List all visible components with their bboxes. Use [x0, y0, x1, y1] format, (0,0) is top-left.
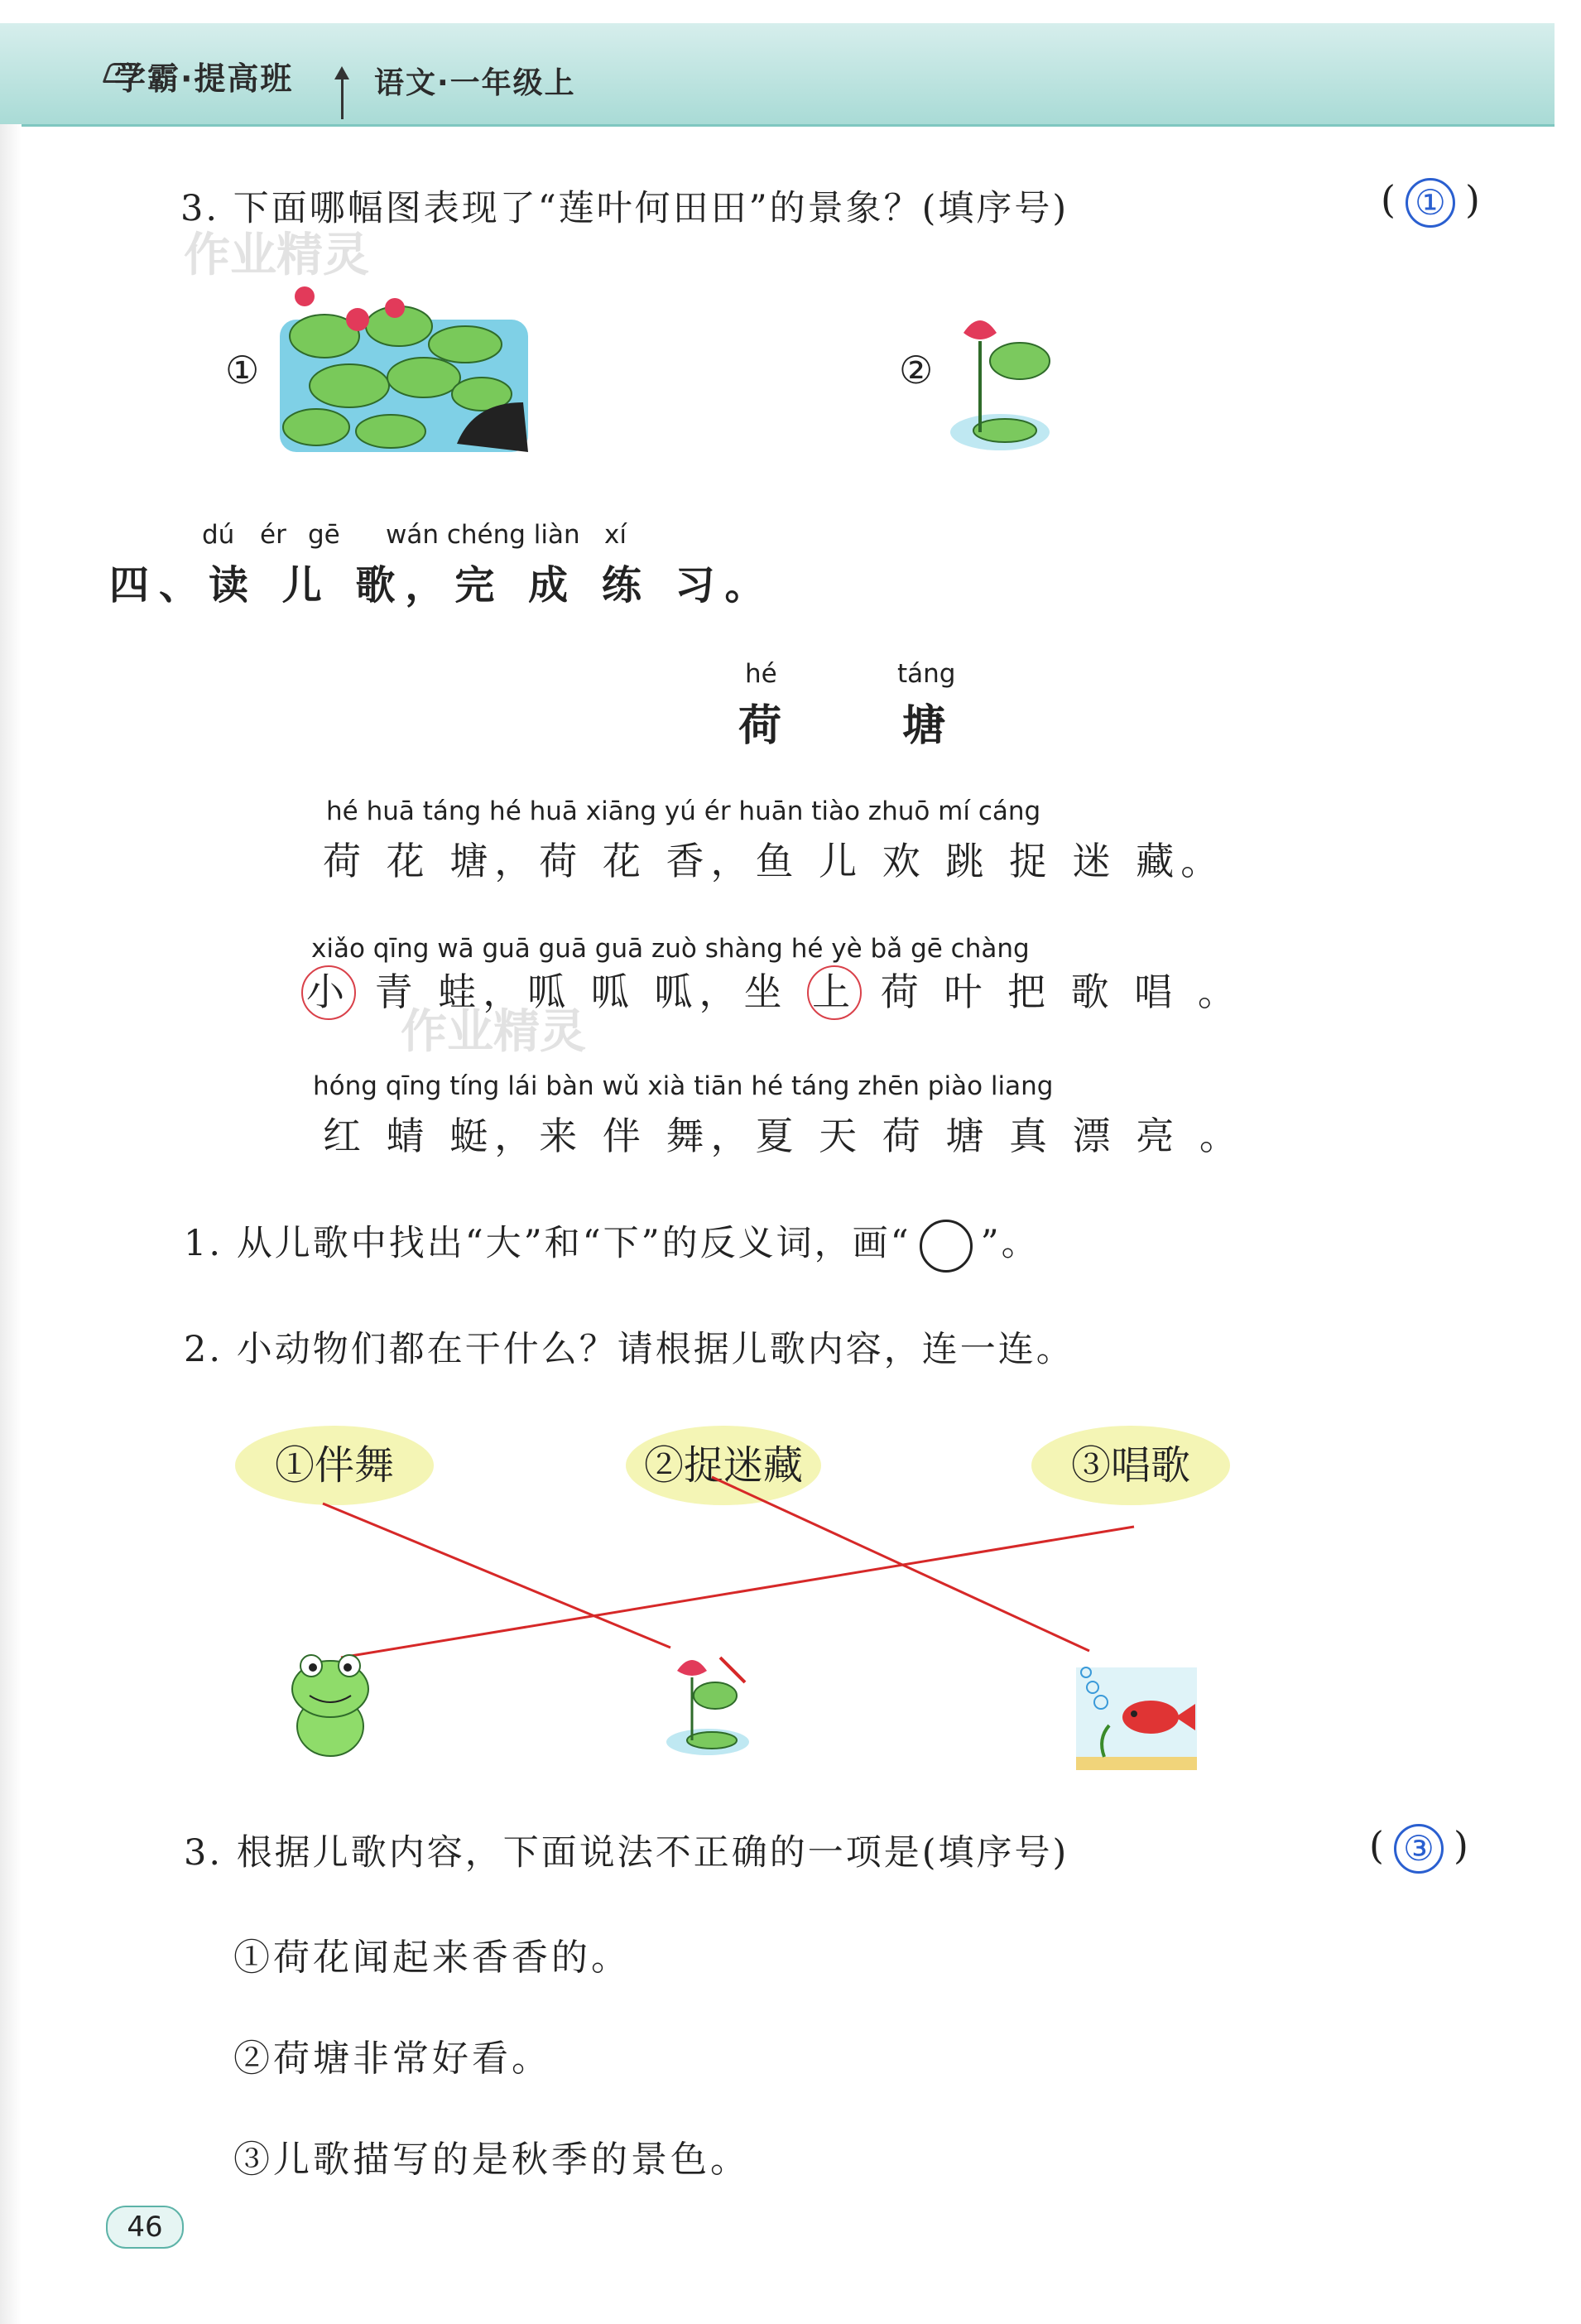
poem-title-2: 塘: [902, 700, 946, 751]
option-sing: ③唱歌: [1031, 1426, 1230, 1505]
book-brand: 学霸·提高班: [114, 60, 294, 97]
frog-picture: [285, 1648, 376, 1763]
section-4-pinyin-1: dú: [202, 520, 235, 550]
exercise-3-choice-2: ②荷塘非常好看。: [233, 2038, 551, 2080]
fish-picture: [1068, 1659, 1200, 1772]
poem-title-1: 荷: [738, 700, 782, 751]
circled-answer-small: 小: [301, 965, 356, 1020]
picture-1-label: ①: [225, 348, 260, 392]
watermark-2: 作业精灵: [401, 1005, 586, 1059]
watermark: 作业精灵: [184, 229, 369, 282]
exercise-3-answer-box: ( ③ ): [1369, 1823, 1468, 1874]
question-3-answer-box: ( ① ): [1381, 177, 1480, 228]
section-4-pinyin-5: xí: [604, 520, 627, 550]
exercise-2-text: 2. 小动物们都在干什么？请根据儿歌内容，连一连。: [184, 1329, 1074, 1370]
exercise-3-text: 3. 根据儿歌内容，下面说法不正确的一项是(填序号): [184, 1832, 1069, 1874]
question-3-text: 3. 下面哪幅图表现了“莲叶何田田”的景象？(填序号): [180, 188, 1069, 229]
section-4-title: 四、读 儿 歌，完 成 练 习。: [109, 562, 775, 609]
poem-line-3: 红 蜻 蜓，来 伴 舞，夏 天 荷 塘 真 漂 亮 。: [323, 1114, 1244, 1158]
circled-answer-up: 上: [807, 965, 862, 1020]
poem-line-1-pinyin: hé huā táng hé huā xiāng yú ér huān tiào zhuō mí cáng: [326, 796, 1041, 826]
exercise-3-answer: ③: [1394, 1824, 1444, 1874]
poem-line-1: 荷 花 塘，荷 花 香，鱼 儿 欢 跳 捉 迷 藏。: [323, 839, 1226, 883]
poem-line-2-pinyin: xiǎo qīng wā guā guā guā zuò shàng hé yè bǎ gē chàng: [311, 934, 1030, 964]
picture-2-label: ②: [899, 348, 934, 392]
option-hide-seek: ②捉迷藏: [626, 1426, 821, 1505]
exercise-3-choice-3: ③儿歌描写的是秋季的景色。: [233, 2139, 750, 2181]
book-subject: 语文·一年级上: [374, 66, 576, 100]
exercise-1-text: 1. 从儿歌中找出“大”和“下”的反义词，画“ ”。: [184, 1215, 1040, 1273]
poem-title-pinyin-2: táng: [897, 659, 956, 689]
poem-title-pinyin-1: hé: [745, 659, 777, 689]
option-dance: ①伴舞: [235, 1426, 434, 1505]
page-number: 46: [106, 2206, 184, 2249]
poem-line-2: 小 青 蛙，呱 呱 呱，坐 上 荷 叶 把 歌 唱 。: [301, 962, 1242, 1020]
section-4-pinyin-2: ér: [260, 520, 286, 550]
exercise-3-choice-1: ①荷花闻起来香香的。: [233, 1937, 631, 1979]
section-4-pinyin-4: wán chéng liàn: [386, 520, 580, 550]
dragonfly-lotus-picture: [662, 1649, 753, 1757]
section-4-pinyin-3: gē: [308, 520, 340, 550]
poem-line-3-pinyin: hóng qīng tíng lái bàn wǔ xià tiān hé táng zhēn piào liang: [313, 1071, 1054, 1101]
question-3-answer: ①: [1406, 178, 1455, 228]
